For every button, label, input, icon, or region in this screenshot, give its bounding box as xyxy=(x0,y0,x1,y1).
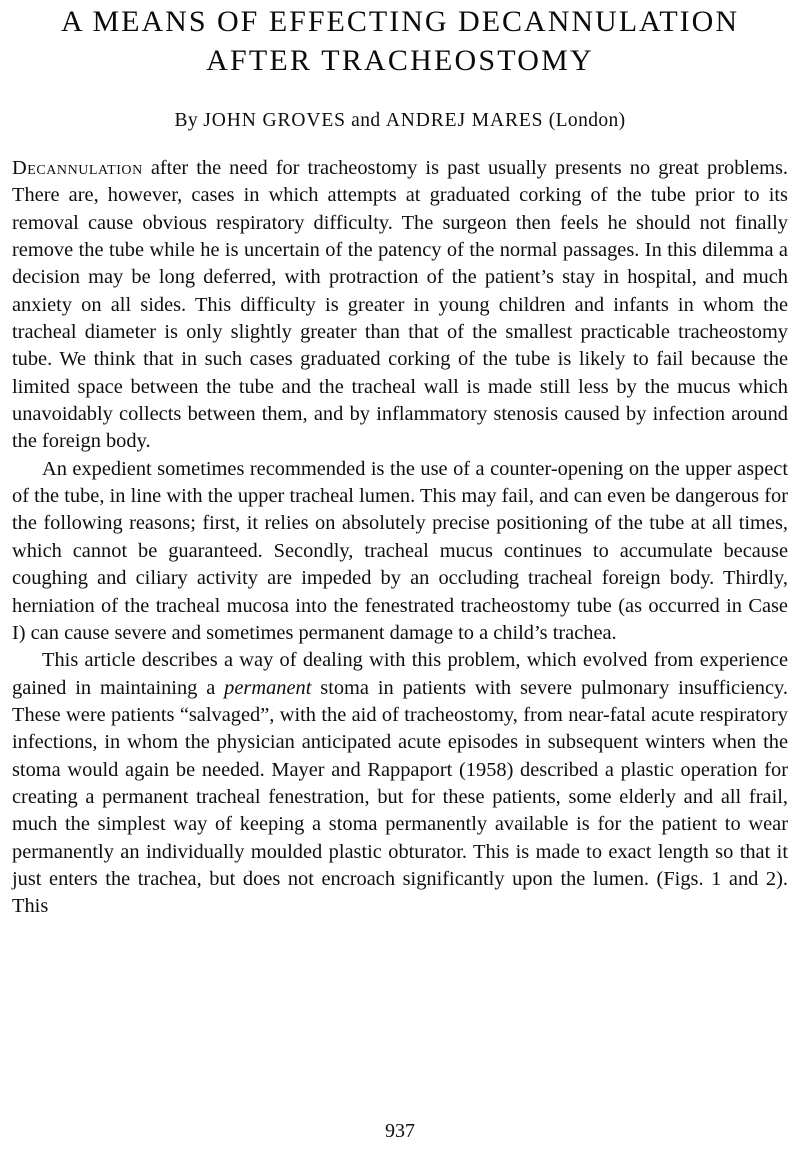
article-title-line-1: A MEANS OF EFFECTING DECANNULATION xyxy=(60,5,740,38)
byline-conjunction: and xyxy=(345,110,386,131)
paragraph-3 xyxy=(12,647,788,920)
byline-author-two: ANDREJ MARES xyxy=(385,110,544,131)
author-byline xyxy=(12,108,788,134)
byline-affiliation: (London) xyxy=(543,110,626,131)
article-title-line-2: AFTER TRACHEOSTOMY xyxy=(206,44,594,77)
paragraph-1-lead-smallcaps: Decannulation xyxy=(12,157,143,179)
byline-author-one: JOHN GROVES xyxy=(203,110,346,131)
paragraph-3-text-after-italic: stoma in patients with severe pulmonary insufficiency. These were patients “salvaged”, with the aid of tracheostomy, from near-fatal acute respiratory infections, in whom the physician anticipated acute episodes in subsequent winters when the stoma would again be needed. Mayer and Rappaport (1958) described a plastic operation for creating a permanent tracheal fenestration, but for these patients, some elderly and all frail, much the simplest way of keeping a stoma permanently available is for the patient to wear permanently an individually moulded plastic obturator. This is made to exact length so that it just enters the trachea, but does not encroach significantly upon the lumen. (Figs. 1 and 2). This xyxy=(12,676,789,918)
page-number: 937 xyxy=(385,1120,415,1142)
article-body xyxy=(12,155,788,921)
paragraph-1 xyxy=(12,155,788,456)
paragraph-2 xyxy=(12,456,788,647)
byline-prefix: By xyxy=(174,110,204,131)
paragraph-2-text: An expedient sometimes recommended is the use of a counter-opening on the upper aspect of the tube, in line with the upper tracheal lumen. This may fail, and can even be dangerous for the following reasons; first, it relies on absolutely precise positioning of the tube at all times, which cannot be guaranteed. Secondly, tracheal mucus continues to accumulate because coughing and ciliary activity are impeded by an occluding tracheal foreign body. Thirdly, herniation of the tracheal mucosa into the fenestrated tracheostomy tube (as occurred in Case I) can cause severe and sometimes permanent damage to a child’s trachea. xyxy=(12,457,788,644)
article-title xyxy=(12,0,788,80)
paragraph-3-italic-emphasis: permanent xyxy=(224,676,312,699)
paragraph-1-text: after the need for tracheostomy is past usually presents no great problems. There are, however, cases in which attempts at graduated corking of the tube prior to its removal cause obvious respiratory difficulty. The surgeon then feels he should not finally remove the tube while he is uncertain of the patency of the normal passages. In this dilemma a decision may be long deferred, with protraction of the patient’s stay in hospital, and much anxiety on all sides. This difficulty is greater in young children and infants in whom the tracheal diameter is only slightly greater than that of the smallest practicable tracheostomy tube. We think that in such cases graduated corking of the tube is likely to fail because the limited space between the tube and the tracheal wall is made still less by the mucus which unavoidably collects between them, and by inflammatory stenosis caused by infection around the foreign body. xyxy=(12,157,788,453)
paragraph-3-text-before-italic: This article describes a way of dealing with this problem, which evolved from experience gained in maintaining a xyxy=(12,649,788,699)
